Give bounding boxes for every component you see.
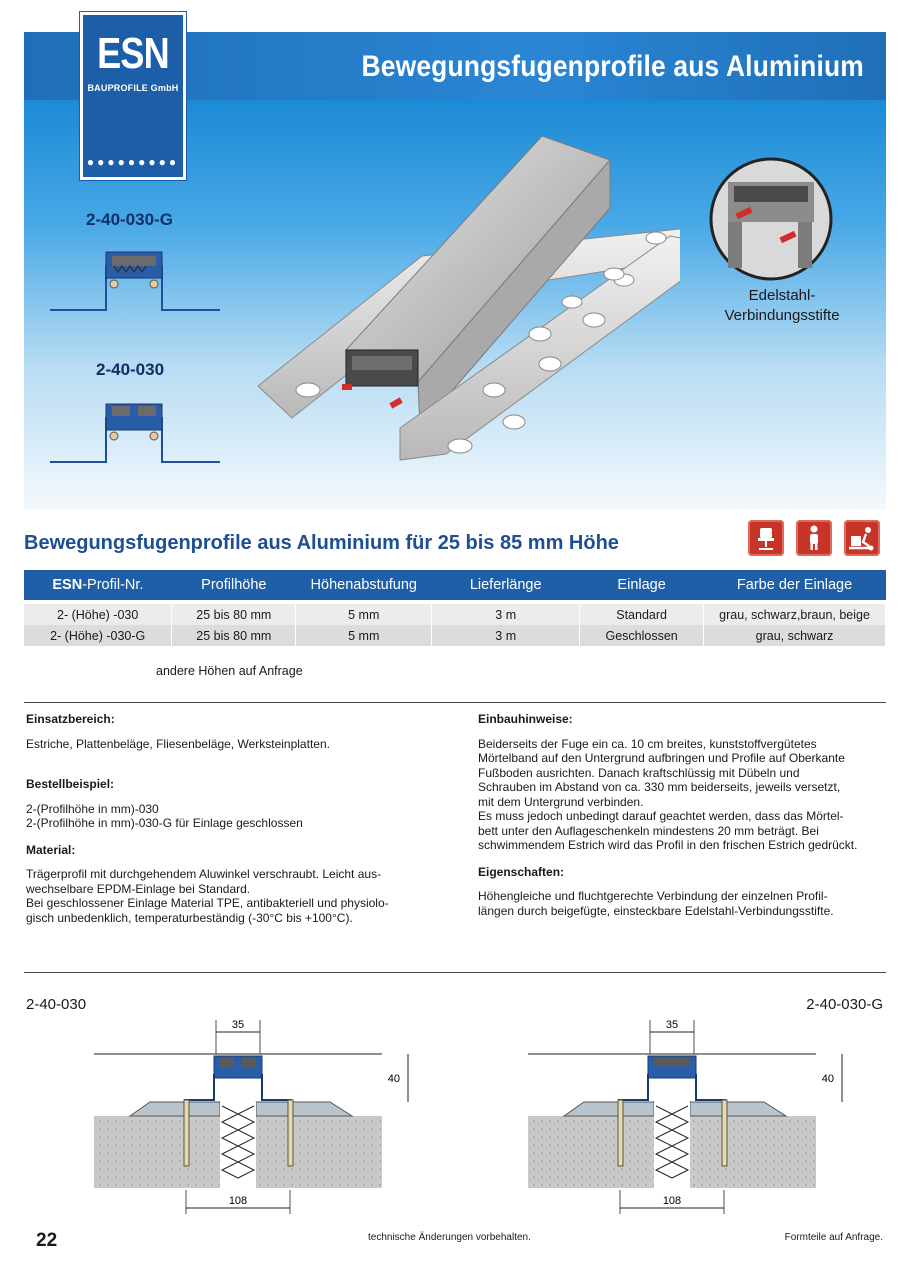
page-title: Bewegungsfugenprofile aus Aluminium	[361, 50, 864, 83]
cross-section-std-small	[50, 392, 220, 472]
page-number: 22	[36, 1230, 58, 1251]
dim-height-left: 40	[387, 1073, 400, 1085]
logo-main-text: ESN	[97, 29, 169, 78]
footer-note: Formteile auf Anfrage.	[784, 1232, 883, 1243]
cross-section-g-small	[50, 240, 220, 320]
logo-sub-text: BAUPROFILE GmbH	[87, 83, 179, 93]
col-length: Lieferlänge	[432, 570, 580, 600]
col-profile-nr: ESN-Profil-Nr.	[24, 570, 172, 600]
bestell-heading: Bestellbeispiel:	[26, 777, 115, 791]
person-icon	[796, 520, 832, 556]
bestell-line-1: 2-(Profilhöhe in mm)-030	[26, 801, 159, 816]
table-row: 2- (Höhe) -030 25 bis 80 mm 5 mm 3 m Standard grau, schwarz,braun, beige	[24, 604, 886, 625]
dim-width-left: 35	[231, 1019, 245, 1031]
product-table	[24, 570, 886, 646]
pin-callout-text	[700, 286, 864, 326]
col-insert: Einlage	[580, 570, 704, 600]
left-column	[26, 712, 446, 925]
dim-width-right: 35	[665, 1019, 679, 1031]
section-title: Bewegungsfugenprofile aus Aluminium für 25 bis 85 mm Höhe	[24, 532, 619, 554]
logo-dots: ●●●●●●●●●	[86, 155, 180, 169]
technical-drawing-right	[524, 1014, 854, 1224]
col-step: Höhenabstufung	[296, 570, 432, 600]
material-line-3: Bei geschlossener Einlage Material TPE, antibakteriell und physiolo-	[26, 896, 389, 910]
material-heading: Material:	[26, 842, 76, 857]
einsatz-text: Estriche, Plattenbeläge, Fliesenbeläge, Werksteinplatten.	[26, 736, 330, 751]
einbau-heading: Einbauhinweise:	[478, 712, 573, 726]
product-rendering	[250, 128, 680, 468]
dim-height-right: 40	[821, 1073, 834, 1085]
table-row: 2- (Höhe) -030-G 25 bis 80 mm 5 mm 3 m Geschlossen grau, schwarz	[24, 625, 886, 646]
divider-bottom	[24, 972, 886, 973]
material-line-2: wechselbare EPDM-Einlage bei Standard.	[26, 881, 251, 896]
dim-base-right: 108	[662, 1195, 682, 1207]
material-line-1: Trägerprofil mit durchgehendem Aluwinkel verschraubt. Leicht aus-	[26, 867, 382, 881]
pin-detail-callout	[708, 156, 834, 282]
hand-truck-icon	[844, 520, 880, 556]
technical-drawing-left	[90, 1014, 420, 1224]
col-color: Farbe der Einlage	[704, 570, 886, 600]
diagram-label-left: 2-40-030	[26, 996, 87, 1013]
eigen-line-1: Höhengleiche und fluchtgerechte Verbindung der einzelnen Profil-	[478, 889, 828, 903]
esn-logo	[80, 12, 186, 180]
right-column: Einbauhinweise: Beiderseits der Fuge ein ca. 10 cm breites, kunststoffvergütetes Mörtelband auf den Untergrund aufbringen und Profile auf Oberkante Fußboden ausrichten. Danach kraftschlüssig mit Dübeln und Schrauben im Abstand von ca. 330 mm beiderseits, jeweils versetzt, mit dem Untergrund verbinden. Es muss jedoch unbedingt darauf geachtet werden, dass das Mörtel- bett unter den Auflageschenkeln mindestens 20 mm beträgt. Bei schwimmendem Estrich wird das Profil in den frischen Estrich gedrückt. Eigenschaften: Höhengleiche und fluchtgerechte Verbindung der einzelnen Profil- längen durch beigefügte, einsteckbare Edelstahl-Verbindungsstifte.	[478, 712, 888, 918]
table-header-row	[24, 570, 886, 600]
footer-disclaimer: technische Änderungen vorbehalten.	[368, 1232, 531, 1243]
profile-code-std: 2-40-030	[96, 360, 165, 379]
eigen-line-2: längen durch beigefügte, einsteckbare Edelstahl-Verbindungsstifte.	[478, 903, 834, 918]
dim-base-left: 108	[228, 1195, 248, 1207]
availability-note: andere Höhen auf Anfrage	[156, 664, 303, 678]
profile-code-g: 2-40-030-G	[86, 210, 173, 229]
callout-line-2: Verbindungsstifte	[724, 307, 840, 324]
einsatz-heading: Einsatzbereich:	[26, 712, 115, 726]
eigen-heading: Eigenschaften:	[478, 864, 565, 879]
bestell-line-2: 2-(Profilhöhe in mm)-030-G für Einlage geschlossen	[26, 816, 303, 830]
callout-line-1: Edelstahl-	[748, 287, 816, 304]
col-height: Profilhöhe	[172, 570, 296, 600]
office-chair-icon	[748, 520, 784, 556]
material-line-4: gisch unbedenklich, temperaturbeständig (-30°C bis +100°C).	[26, 910, 353, 925]
diagram-label-right: 2-40-030-G	[806, 996, 883, 1013]
divider-top	[24, 702, 886, 703]
